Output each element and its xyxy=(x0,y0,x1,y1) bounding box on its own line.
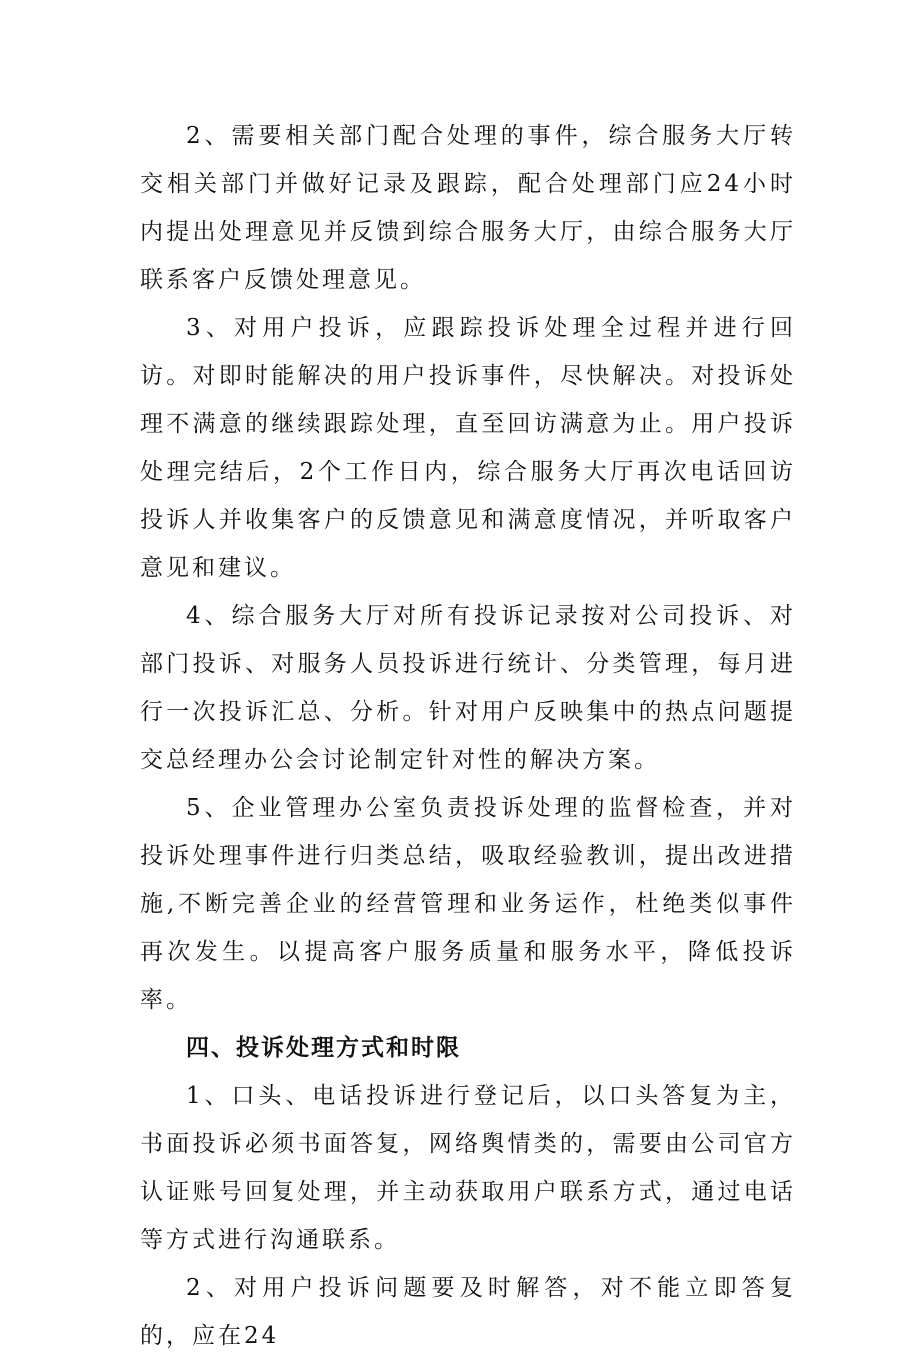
document-body xyxy=(140,112,796,1360)
paragraph-section4-item-2: 2、对用户投诉问题要及时解答，对不能立即答复的，应在24 xyxy=(140,1275,796,1349)
paragraph-item-3: 3、对用户投诉，应跟踪投诉处理全过程并进行回访。对即时能解决的用户投诉事件，尽快解决。对投诉处理不满意的继续跟踪处理，直至回访满意为止。用户投诉处理完结后，2个工作日内，综合服务大厅再次电话回访投诉人并收集客户的反馈意见和满意度情况，并听取客户意见和建议。 xyxy=(140,315,796,581)
paragraph-section4-item-1: 1、口头、电话投诉进行登记后，以口头答复为主，书面投诉必须书面答复，网络舆情类的，需要由公司官方认证账号回复处理，并主动获取用户联系方式，通过电话等方式进行沟通联系。 xyxy=(140,1083,796,1253)
paragraph-item-4: 4、综合服务大厅对所有投诉记录按对公司投诉、对部门投诉、对服务人员投诉进行统计、分类管理，每月进行一次投诉汇总、分析。针对用户反映集中的热点问题提交总经理办公会讨论制定针对性的解决方案。 xyxy=(140,603,796,773)
paragraph-item-5: 5、企业管理办公室负责投诉处理的监督检查，并对投诉处理事件进行归类总结，吸取经验教训，提出改进措施,不断完善企业的经营管理和业务运作，杜绝类似事件再次发生。以提高客户服务质量和服务水平，降低投诉率。 xyxy=(140,795,796,1013)
paragraph-item-2: 2、需要相关部门配合处理的事件，综合服务大厅转交相关部门并做好记录及跟踪，配合处理部门应24小时内提出处理意见并反馈到综合服务大厅，由综合服务大厅联系客户反馈处理意见。 xyxy=(140,123,796,293)
section-heading-4: 四、投诉处理方式和时限 xyxy=(186,1035,461,1061)
